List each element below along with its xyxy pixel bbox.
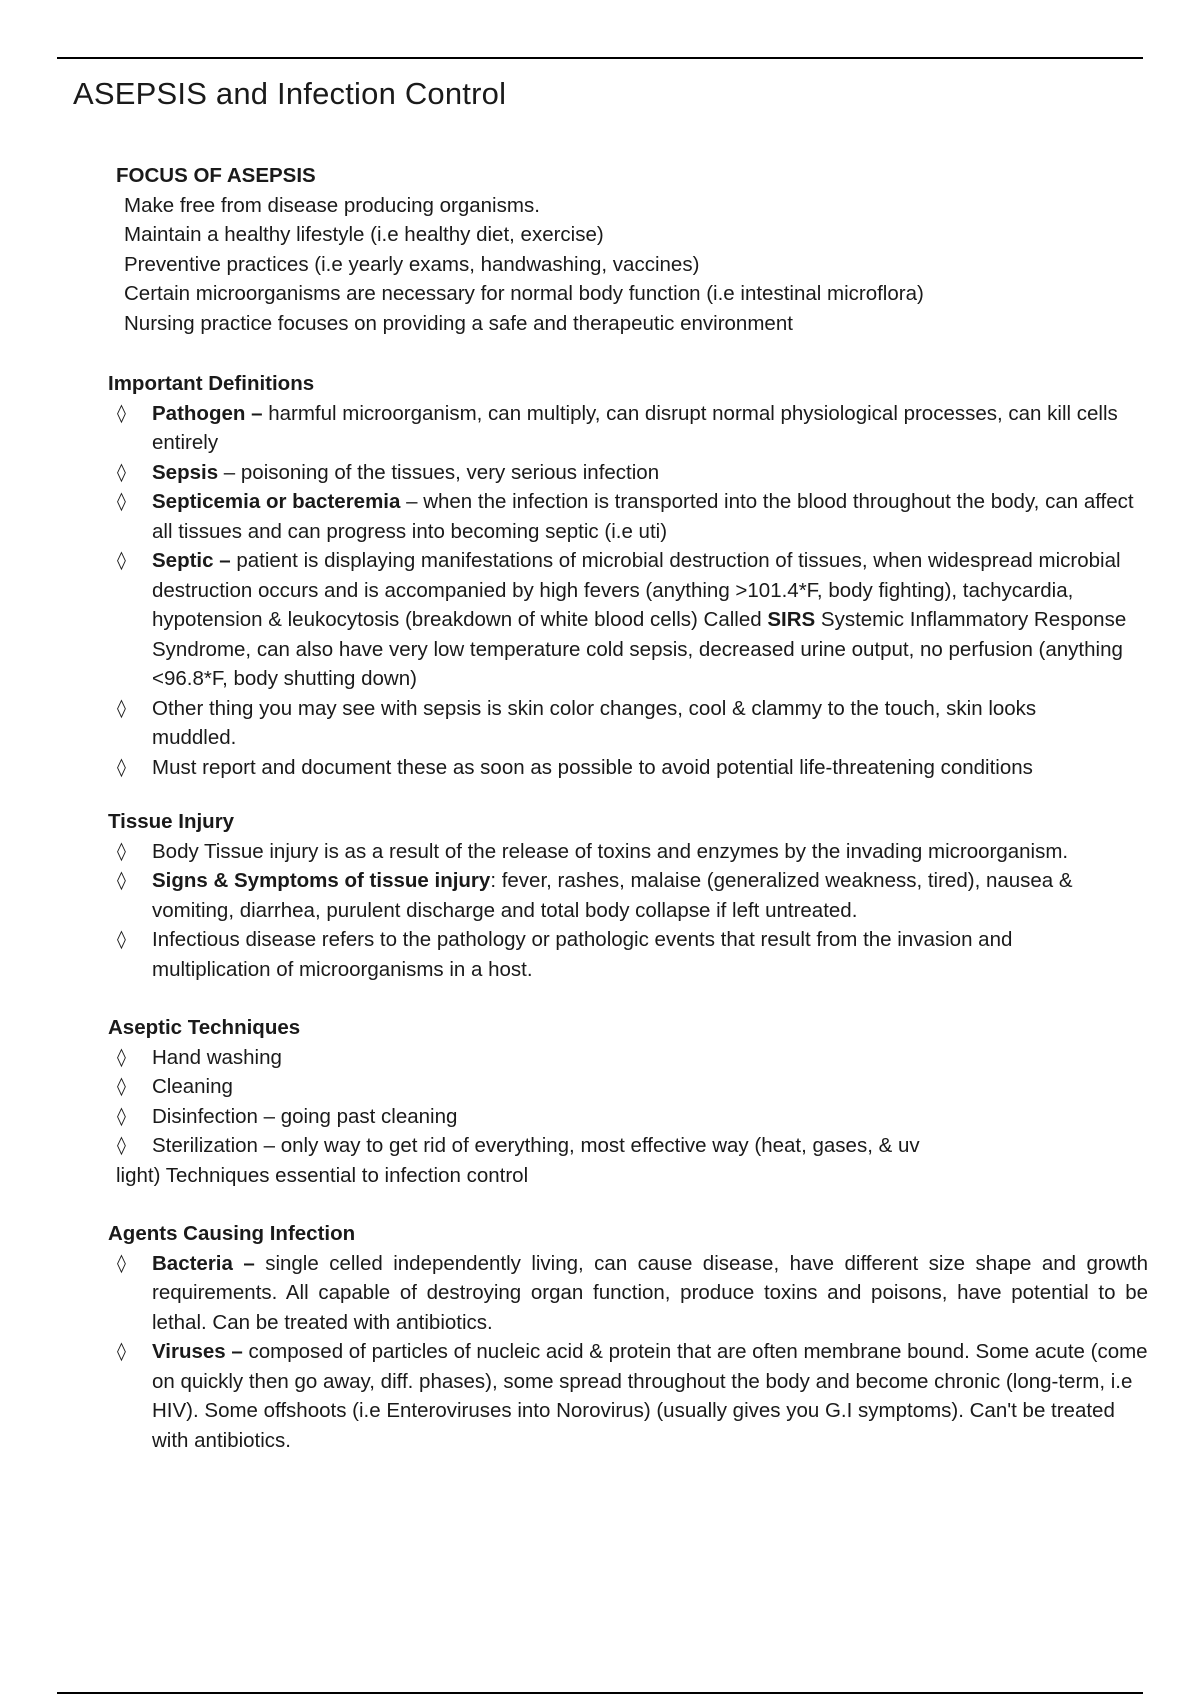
agent-text: single celled independently living, can cause disease, have different size shape and growth requirements. All capable of destroying organ function, produce toxins and poisons, have potential to be lethal. Can be treated with antibiotics. xyxy=(152,1251,1148,1334)
definition-text: Other thing you may see with sepsis is skin color changes, cool & clammy to the touch, skin looks muddled. xyxy=(152,696,1037,749)
focus-line: Nursing practice focuses on providing a safe and therapeutic environment xyxy=(124,311,793,335)
definition-term-sirs: SIRS xyxy=(767,608,816,631)
aseptic-item xyxy=(108,1131,1148,1161)
definition-text: – when the infection is transported into the blood throughout the body, can affect all tissues and can progress into becoming septic (i.e uti) xyxy=(152,490,1134,543)
definition-text: patient is displaying manifestations of microbial destruction of tissues, when widespread microbial destruction occurs and is accompanied by high fevers (anything >101.4*F, body fighting), tachycardia, hypotension & leukocytosis (breakdown of white blood cells) Called xyxy=(152,549,1121,631)
agent-item xyxy=(108,1337,1148,1455)
agent-term: Viruses – xyxy=(152,1340,243,1363)
definition-text: – poisoning of the tissues, very serious infection xyxy=(218,460,660,484)
tissue-text: Body Tissue injury is as a result of the release of toxins and enzymes by the invading microorganism. xyxy=(152,839,1069,863)
aseptic-item xyxy=(108,1043,1148,1073)
tissue-item xyxy=(108,866,1148,925)
aseptic-text: Disinfection – going past cleaning xyxy=(152,1104,458,1128)
definition-item xyxy=(108,546,1148,694)
aseptic-continuation: light) Techniques essential to infection control xyxy=(116,1163,529,1187)
focus-line: Preventive practices (i.e yearly exams, handwashing, vaccines) xyxy=(124,252,700,276)
definition-term: Septic – xyxy=(152,549,231,572)
definitions-section xyxy=(108,369,1148,782)
definition-item xyxy=(108,487,1148,546)
definition-item xyxy=(108,399,1148,458)
diamond-bullet-icon: ◊ xyxy=(117,402,126,424)
agents-section xyxy=(108,1219,1148,1455)
agents-heading: Agents Causing Infection xyxy=(108,1222,356,1245)
diamond-bullet-icon: ◊ xyxy=(117,870,126,891)
definition-text: Must report and document these as soon as possible to avoid potential life-threatening conditions xyxy=(152,755,1033,779)
aseptic-text: Cleaning xyxy=(152,1075,233,1098)
aseptic-list xyxy=(108,1043,1148,1161)
tissue-section xyxy=(108,807,1148,984)
bottom-rule xyxy=(57,1692,1143,1694)
definition-text: harmful microorganism, can multiply, can disrupt normal physiological processes, can kill cells entirely xyxy=(152,401,1118,454)
definition-item xyxy=(108,458,1148,488)
diamond-bullet-icon: ◊ xyxy=(117,1076,126,1097)
diamond-bullet-icon: ◊ xyxy=(117,461,126,483)
agent-term: Bacteria – xyxy=(152,1251,255,1275)
agent-text: composed of particles of nucleic acid & protein that are often membrane bound. Some acute (come on quickly then go away, diff. phases), some spread throughout the body and become chronic (long-term, i.e HIV). Some offshoots (i.e Enteroviruses into Norovirus) (usually gives you G.I symptoms). Can't be treated with antibiotics. xyxy=(152,1340,1148,1452)
definition-term: Septicemia or bacteremia xyxy=(152,490,401,513)
focus-section xyxy=(116,161,1156,338)
definitions-heading: Important Definitions xyxy=(108,372,315,395)
diamond-bullet-icon: ◊ xyxy=(117,840,126,862)
top-rule xyxy=(57,57,1143,59)
aseptic-item xyxy=(108,1102,1148,1132)
tissue-heading: Tissue Injury xyxy=(108,810,235,833)
tissue-list xyxy=(108,837,1148,985)
aseptic-heading: Aseptic Techniques xyxy=(108,1016,301,1039)
diamond-bullet-icon: ◊ xyxy=(117,1046,126,1068)
tissue-item xyxy=(108,925,1148,984)
agents-list xyxy=(108,1249,1148,1456)
agent-item xyxy=(108,1249,1148,1338)
focus-line: Make free from disease producing organisms. xyxy=(124,193,540,217)
definitions-list xyxy=(108,399,1148,783)
aseptic-text: Hand washing xyxy=(152,1045,282,1069)
tissue-text: : fever, rashes, malaise (generalized weakness, tired), nausea & vomiting, diarrhea, purulent discharge and total body collapse if left untreated. xyxy=(152,869,1073,922)
diamond-bullet-icon: ◊ xyxy=(117,550,126,571)
aseptic-text: Sterilization – only way to get rid of everything, most effective way (heat, gases, & uv xyxy=(152,1134,920,1157)
focus-line: Maintain a healthy lifestyle (i.e healthy diet, exercise) xyxy=(124,223,604,246)
definition-item xyxy=(108,694,1148,753)
diamond-bullet-icon: ◊ xyxy=(117,1105,126,1127)
tissue-text: Infectious disease refers to the pathology or pathologic events that result from the invasion and multiplication of microorganisms in a host. xyxy=(152,928,1013,981)
page-title: ASEPSIS and Infection Control xyxy=(73,76,507,111)
diamond-bullet-icon: ◊ xyxy=(117,491,126,512)
diamond-bullet-icon: ◊ xyxy=(117,1341,126,1362)
diamond-bullet-icon: ◊ xyxy=(117,929,126,950)
diamond-bullet-icon: ◊ xyxy=(117,1252,126,1274)
definition-text: Systemic Inflammatory Response Syndrome, can also have very low temperature cold sepsis, decreased urine output, no perfusion (anything <96.8*F, body shutting down) xyxy=(152,608,1127,690)
diamond-bullet-icon: ◊ xyxy=(117,1135,126,1156)
diamond-bullet-icon: ◊ xyxy=(117,756,126,778)
definition-term: Sepsis xyxy=(152,460,219,484)
tissue-item xyxy=(108,837,1148,867)
focus-line: Certain microorganisms are necessary for normal body function (i.e intestinal microflora) xyxy=(124,282,924,305)
definition-item xyxy=(108,753,1148,783)
diamond-bullet-icon: ◊ xyxy=(117,697,126,719)
aseptic-section xyxy=(108,1013,1148,1190)
focus-heading: FOCUS OF ASEPSIS xyxy=(116,164,316,187)
tissue-term: Signs & Symptoms of tissue injury xyxy=(152,869,491,892)
aseptic-item xyxy=(108,1072,1148,1102)
definition-term: Pathogen – xyxy=(152,401,263,425)
